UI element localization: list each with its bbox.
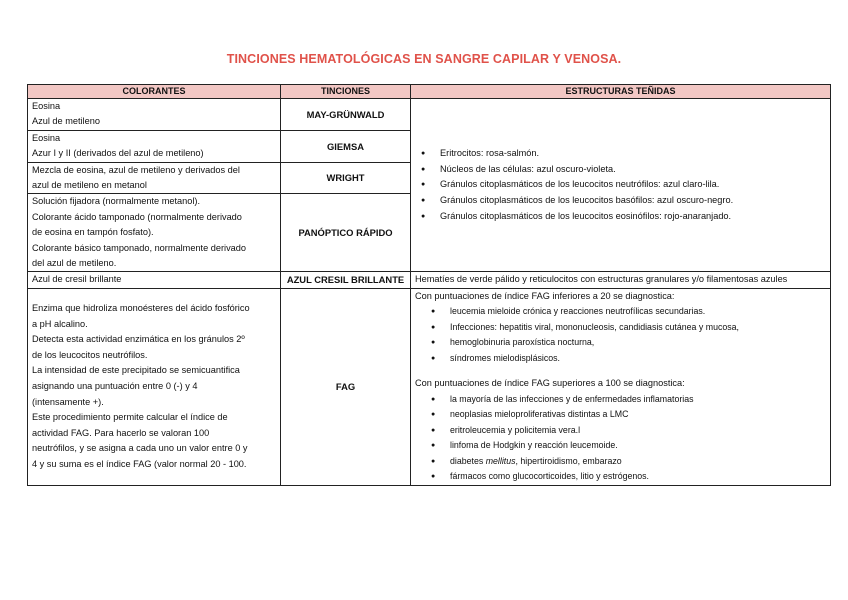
row-may-grunwald bbox=[28, 99, 831, 131]
colorante-line: a pH alcalino. bbox=[32, 318, 88, 329]
colorante-line: Colorante ácido tamponado (normalmente derivado bbox=[32, 211, 242, 222]
list-item: ● neoplasias mieloproliferativas distintas a LMC bbox=[431, 407, 826, 423]
list-item: ● eritroleucemia y policitemia vera.l bbox=[431, 423, 826, 439]
fag-superiores-title: Con puntuaciones de índice FAG superiores a 100 se diagnostica: bbox=[415, 378, 685, 389]
row-azul-cresil bbox=[28, 272, 831, 288]
diabetes-text: diabetes bbox=[450, 455, 486, 466]
colorante-line: asignando una puntuación entre 0 (-) y 4 bbox=[32, 380, 198, 391]
list-item: ● Eritrocitos: rosa-salmón. bbox=[421, 146, 826, 162]
colorantes-cell bbox=[28, 288, 281, 485]
header-estructuras: ESTRUCTURAS TEÑIDAS bbox=[411, 85, 831, 99]
colorante-line: Este procedimiento permite calcular el índice de bbox=[32, 412, 228, 423]
diabetes-rest-text: , hipertiroidismo, embarazo bbox=[515, 455, 622, 466]
colorante-line: de los leucocitos neutrófilos. bbox=[32, 349, 148, 360]
colorante-line: La intensidad de este precipitado se semicuantifica bbox=[32, 365, 240, 376]
colorante-line: Mezcla de eosina, azul de metileno y derivados del bbox=[32, 164, 240, 175]
colorante-line: Eosina bbox=[32, 101, 61, 111]
list-item bbox=[431, 454, 826, 470]
colorante-line: Solución fijadora (normalmente metanol). bbox=[32, 196, 201, 207]
colorante-line: Colorante básico tamponado, normalmente derivado bbox=[32, 242, 246, 253]
tincion-cell: MAY-GRÜNWALD bbox=[281, 99, 411, 131]
list-item: ● leucemia mieloide crónica y reacciones neutrofílicas secundarias. bbox=[431, 304, 826, 320]
estructuras-cell bbox=[411, 99, 831, 272]
tincion-cell: GIEMSA bbox=[281, 130, 411, 162]
colorantes-cell bbox=[28, 99, 281, 131]
colorante-line: Azul de metileno bbox=[32, 116, 100, 127]
mellitus-text: mellitus bbox=[485, 455, 516, 466]
colorantes-cell bbox=[28, 162, 281, 194]
colorantes-cell bbox=[28, 130, 281, 162]
fag-inferiores-title: Con puntuaciones de índice FAG inferiores a 20 se diagnostica: bbox=[415, 290, 675, 301]
fag-inferiores-list bbox=[431, 304, 826, 366]
header-tinciones: TINCIONES bbox=[281, 85, 411, 99]
estructuras-cell: Hematíes de verde pálido y reticulocitos con estructuras granulares y/o filamentosas azules bbox=[411, 272, 831, 288]
colorante-line: Eosina bbox=[32, 132, 61, 143]
colorantes-cell: Azul de cresil brillante bbox=[28, 272, 281, 288]
colorante-line: del azul de metileno. bbox=[32, 258, 117, 269]
colorante-line: 4 y su suma es el índice FAG (valor normal 20 - 100. bbox=[32, 458, 247, 469]
list-item: ● Gránulos citoplasmáticos de los leucocitos basófilos: azul oscuro-negro. bbox=[421, 193, 826, 209]
colorante-line: actividad FAG. Para hacerlo se valoran 100 bbox=[32, 427, 210, 438]
header-row bbox=[28, 85, 831, 99]
tincion-cell: PANÓPTICO RÁPIDO bbox=[281, 194, 411, 272]
colorantes-cell bbox=[28, 194, 281, 272]
list-item: ● hemoglobinuria paroxística nocturna, bbox=[431, 335, 826, 351]
list-item: ● linfoma de Hodgkin y reacción leucemoide. bbox=[431, 438, 826, 454]
colorante-line: (intensamente +). bbox=[32, 396, 104, 407]
tincion-cell: WRIGHT bbox=[281, 162, 411, 194]
page-title: TINCIONES HEMATOLÓGICAS EN SANGRE CAPILAR Y VENOSA. bbox=[226, 52, 622, 66]
list-item: ● Núcleos de las células: azul oscuro-violeta. bbox=[421, 162, 826, 178]
colorante-line: Detecta esta actividad enzimática en los gránulos 2º bbox=[32, 334, 245, 345]
fag-superiores-list bbox=[431, 392, 826, 485]
tincion-cell: AZUL CRESIL BRILLANTE bbox=[281, 272, 411, 288]
list-item: ● la mayoría de las infecciones y de enfermedades inflamatorias bbox=[431, 392, 826, 408]
estructuras-cell bbox=[411, 288, 831, 485]
tincion-cell: FAG bbox=[281, 288, 411, 485]
stains-table bbox=[27, 84, 831, 486]
list-item: ● fármacos como glucocorticoides, litio y estrógenos. bbox=[431, 469, 826, 485]
colorante-line: neutrófilos, y se asigna a cada uno un valor entre 0 y bbox=[32, 443, 248, 454]
header-colorantes: COLORANTES bbox=[28, 85, 281, 99]
list-item: ● Gránulos citoplasmáticos de los leucocitos neutrófilos: azul claro-lila. bbox=[421, 177, 826, 193]
estructuras-list bbox=[421, 146, 826, 224]
list-item: ● síndromes mielodisplásicos. bbox=[431, 351, 826, 367]
colorante-line: de eosina en tampón fosfato). bbox=[32, 227, 154, 238]
list-item: ● Infecciones: hepatitis viral, mononucleosis, candidiasis cutánea y mucosa, bbox=[431, 320, 826, 336]
list-item: ● Gránulos citoplasmáticos de los leucocitos eosinófilos: rojo-anaranjado. bbox=[421, 209, 826, 225]
row-fag bbox=[28, 288, 831, 485]
colorante-line: Azur I y II (derivados del azul de metileno) bbox=[32, 148, 204, 159]
colorante-line: azul de metileno en metanol bbox=[32, 180, 147, 191]
colorante-line: Enzima que hidroliza monoésteres del ácido fosfórico bbox=[32, 303, 250, 314]
